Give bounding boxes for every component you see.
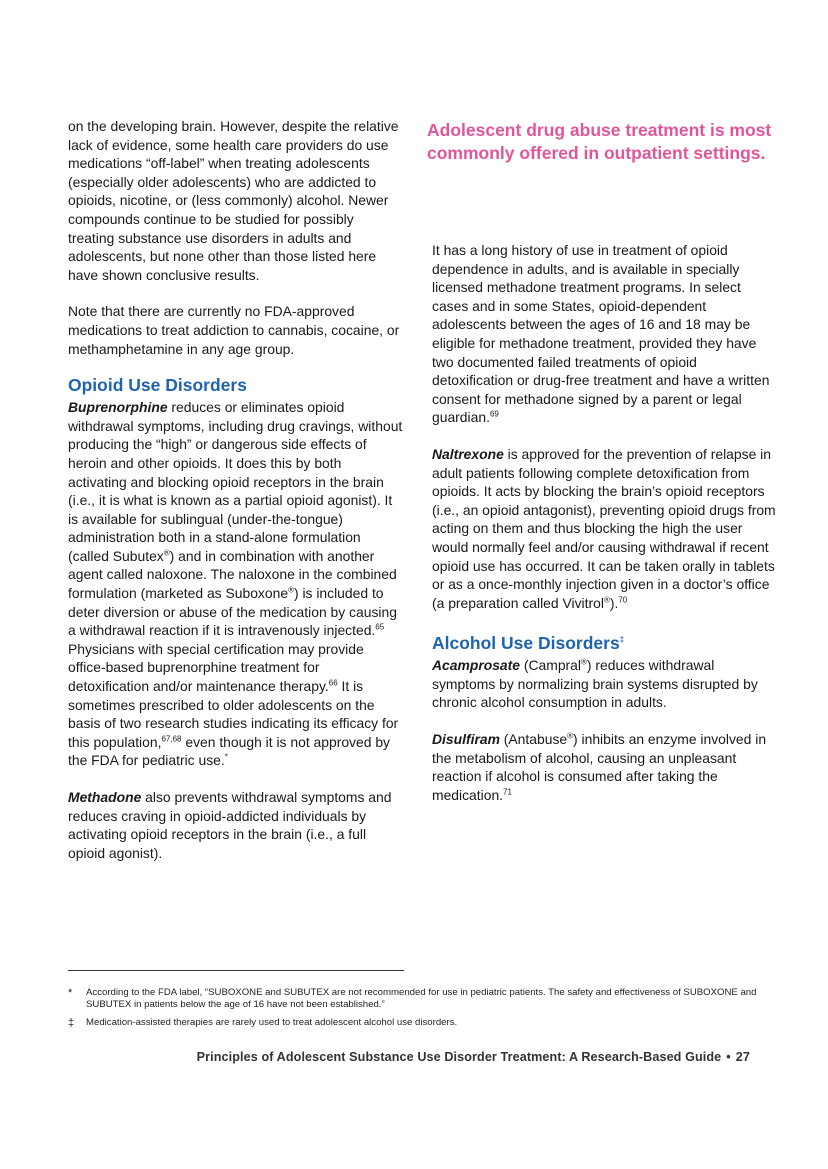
- methadone-paragraph: Methadone also prevents withdrawal symptoms and reduces craving in opioid-addicted individuals by activating opioid receptors in the brain (i.e., a full opioid agonist).: [68, 789, 392, 861]
- citation-ref: 67,68: [161, 734, 182, 744]
- footer-title: Principles of Adolescent Substance Use Disorder Treatment: A Research-Based Guide: [196, 1050, 722, 1064]
- footnote-divider: [68, 970, 404, 971]
- footnote-item: [68, 1017, 768, 1029]
- left-column: [68, 117, 403, 862]
- footnote-mark: ‡: [619, 635, 625, 645]
- footnote-item: [68, 987, 768, 1011]
- footnote-text: Medication-assisted therapies are rarely used to treat adolescent alcohol use disorders.: [86, 1017, 458, 1028]
- buprenorphine-term: Buprenorphine: [68, 399, 168, 416]
- buprenorphine-paragraph: Buprenorphine reduces or eliminates opioid withdrawal symptoms, including drug cravings, without producing the “high” or dangerous side effects of heroin and other opioids. It does this by both activating and blocking opioid receptors in the brain (i.e., it is what is known as a partial opioid agonist). It is available for sublingual (under-the-tongue) administration both in a stand-alone formulation (called Subutex®) and in combination with another agent called naloxone. The naloxone in the combined formulation (marketed as Suboxone®) is included to deter diversion or abuse of the medication by causing a withdrawal reaction if it is intravenously injected.$^{65}$ Physicians with special certification may provide office-based buprenorphine treatment for detoxification and/or maintenance therapy.$^{66}$ It is sometimes prescribed to older adolescents on the basis of two research studies indicating its efficacy for this population,$^{67,68}$ even though it is not approved by the FDA for pediatric use.*: [68, 399, 403, 769]
- intro-paragraph: on the developing brain. However, despite the relative lack of evidence, some health care providers do use medications “off-label” when treating adolescents (especially older adolescents) who are addicted to opioids, nicotine, or (less commonly) alcohol. Newer compounds continue to be studied for possibly treating substance use disorders in adults and adolescents, but none other than those listed here have shown conclusive results.: [68, 118, 399, 283]
- disulfiram-paragraph: Disulfiram (Antabuse®) inhibits an enzyme involved in the metabolism of alcohol, causing an unpleasant reaction if alcohol is consumed after taking the medication.$^{71}$: [432, 731, 767, 803]
- naltrexone-paragraph: Naltrexone is approved for the prevention of relapse in adult patients following complete detoxification from opioids. It acts by blocking the brain’s opioid receptors (i.e., an opioid antagonist), preventing opioid drugs from acting on them and thus blocking the high the user would normally feel and/or causing withdrawal if recent opioid use has occurred. It can be taken orally in tablets or as a once-monthly injection given in a doctor’s office (a preparation called Vivitrol®).$^{70}$: [432, 445, 776, 611]
- acamprosate-paragraph: Acamprosate (Campral®) reduces withdrawal symptoms by normalizing brain systems disrupted by chronic alcohol consumption in adults.: [432, 657, 758, 711]
- page-number: 27: [735, 1050, 750, 1064]
- right-column: [432, 241, 777, 804]
- footer-separator: •: [726, 1050, 731, 1064]
- citation-ref: 69: [489, 409, 499, 419]
- naltrexone-term: Naltrexone: [432, 445, 504, 462]
- opioid-heading: Opioid Use Disorders: [68, 375, 247, 396]
- acamprosate-term: Acamprosate: [432, 657, 521, 674]
- footnote-mark: *: [224, 752, 228, 762]
- citation-ref: 70: [618, 595, 628, 605]
- disulfiram-term: Disulfiram: [432, 731, 500, 748]
- citation-ref: 65: [375, 622, 385, 632]
- citation-ref: 66: [328, 678, 338, 688]
- alcohol-heading: Alcohol Use Disorders‡: [432, 633, 625, 654]
- footnote-mark: *: [68, 987, 73, 999]
- pull-quote: Adolescent drug abuse treatment is most commonly offered in outpatient settings.: [427, 120, 772, 163]
- methadone-term: Methadone: [68, 789, 142, 805]
- note-paragraph: Note that there are currently no FDA-approved medications to treat addiction to cannabis, cocaine, or methamphetamine in any age group.: [68, 303, 400, 357]
- methadone-continued-paragraph: It has a long history of use in treatment of opioid dependence in adults, and is available in specially licensed methadone treatment programs. In select cases and in some States, opioid-dependent adolescents between the ages of 16 and 18 may be eligible for methadone treatment, provided they have two documented failed treatments of opioid detoxification or drug-free treatment and have a written consent for methadone signed by a parent or legal guardian.$^{69}$: [432, 242, 770, 426]
- footnote-text: According to the FDA label, “SUBOXONE and SUBUTEX are not recommended for use in pediatric patients. The safety and effectiveness of SUBOXONE and SUBUTEX in patients below the age of 16 have not been established.”: [86, 987, 757, 1010]
- page-footer: [150, 1050, 750, 1064]
- citation-ref: 71: [503, 787, 512, 797]
- footnote-mark: ‡: [68, 1017, 75, 1029]
- footnotes: [68, 987, 768, 1035]
